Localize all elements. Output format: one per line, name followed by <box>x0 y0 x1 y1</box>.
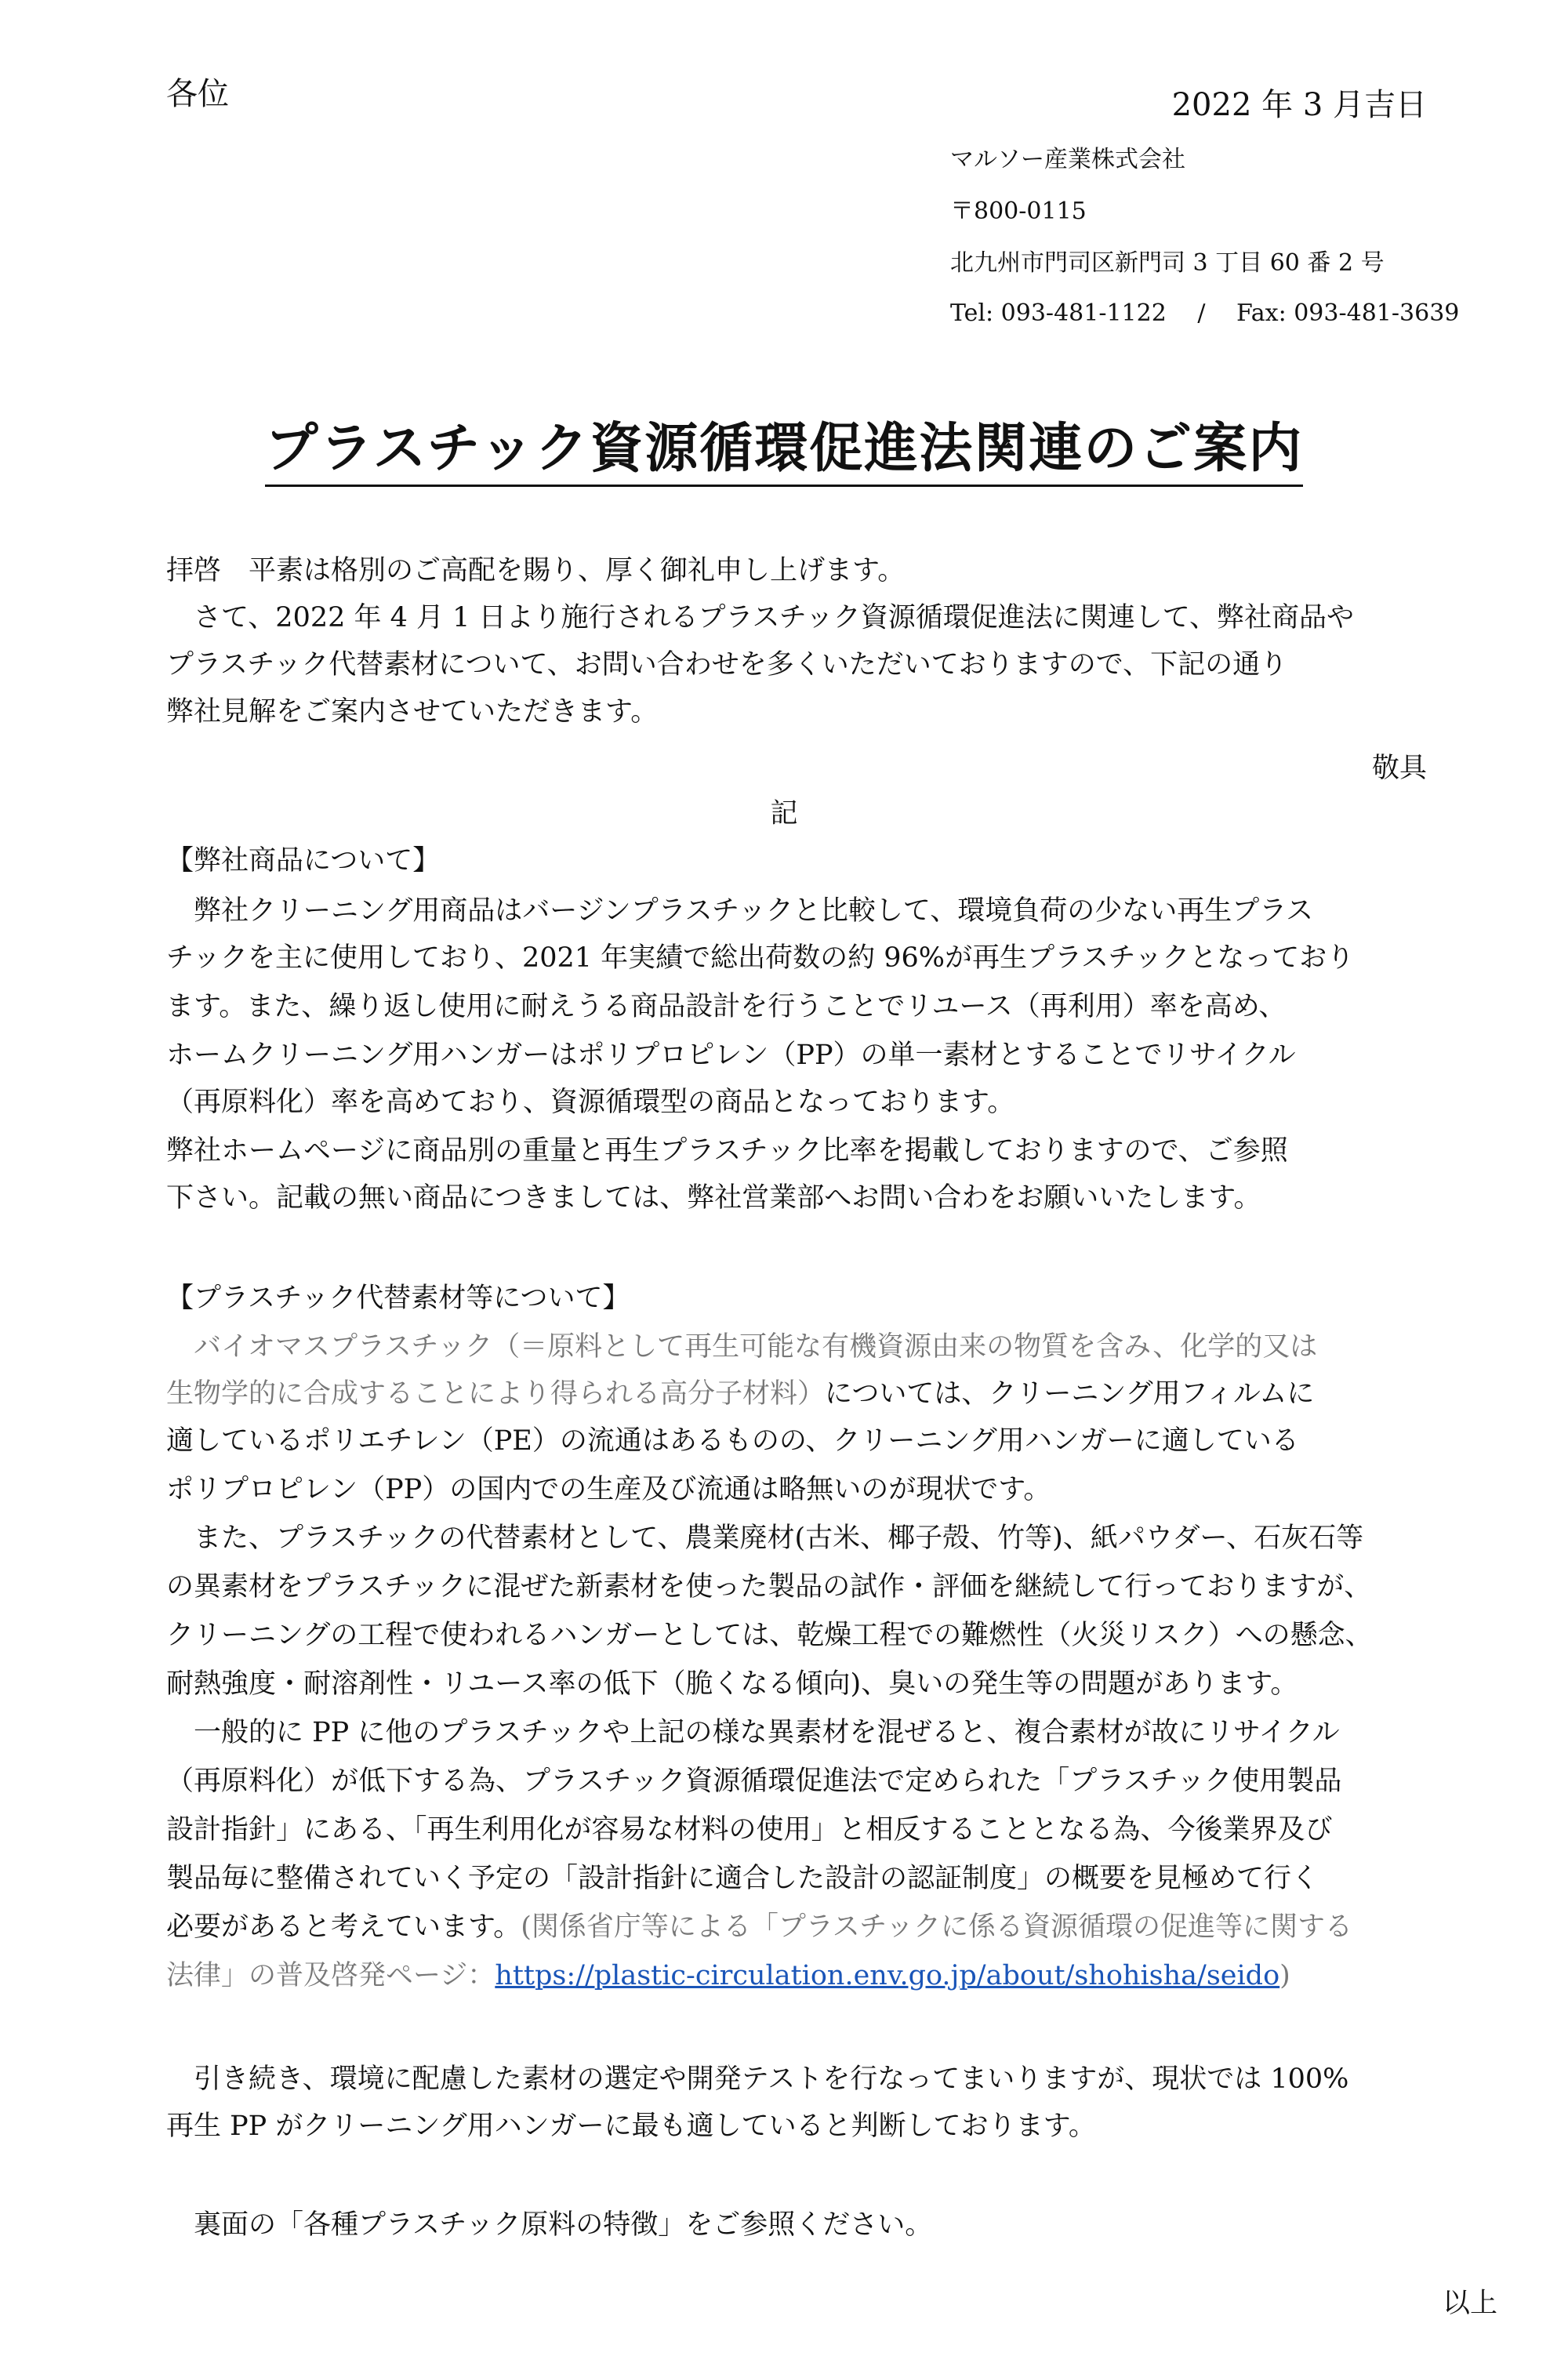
greeting-line: 拝啓 平素は格別のご高配を賜り、厚く御礼申し上げます。 <box>166 555 906 586</box>
body-text: については、クリーニング用フィルムに <box>825 1378 1315 1410</box>
close-paren: ) <box>1279 1960 1290 1991</box>
body-line: クリーニングの工程で使われるハンガーとしては、乾燥工程での難燃性（火災リスク）への懸念、 <box>166 1620 1373 1651</box>
body-line: 適しているポリエチレン（PE）の流通はあるものの、クリーニング用ハンガーに適している <box>166 1425 1299 1457</box>
company-name: マルソー産業株式会社 <box>950 146 1185 173</box>
closing-ijo: 以上 <box>1442 2288 1497 2319</box>
body-line: 設計指針」にある、「再生利用化が容易な材料の使用」と相反することとなる為、今後業界及び <box>166 1814 1333 1846</box>
intro-line: 弊社見解をご案内させていただきます。 <box>166 696 659 728</box>
body-line: ホームクリーニング用ハンガーはポリプロピレン（PP）の単一素材とすることでリサイクル <box>166 1040 1296 1071</box>
company-address: 北九州市門司区新門司 3 丁目 60 番 2 号 <box>950 249 1385 277</box>
body-line: 製品毎に整備されていく予定の「設計指針に適合した設計の認証制度」の概要を見極めて行く <box>166 1863 1319 1894</box>
section-heading: 【弊社商品について】 <box>166 845 441 877</box>
body-line: の異素材をプラスチックに混ぜた新素材を使った製品の試作・評価を継続して行っておりますが、 <box>166 1571 1372 1603</box>
body-line: （再原料化）が低下する為、プラスチック資源循環促進法で定められた「プラスチック使用製品 <box>166 1766 1342 1797</box>
body-line: また、プラスチックの代替素材として、農業廃材(古米、椰子殻、竹等)、紙パウダー、石灰石等 <box>166 1523 1364 1554</box>
body-line: 弊社ホームページに商品別の重量と再生プラスチック比率を掲載しておりますので、ご参照 <box>166 1135 1288 1167</box>
company-contact: Tel: 093-481-1122 / Fax: 093-481-3639 <box>950 299 1460 327</box>
ki-marker: 記 <box>770 798 798 829</box>
body-line: ます。また、繰り返し使用に耐えうる商品設計を行うことでリユース（再利用）率を高め、 <box>166 991 1287 1022</box>
reference-url-link[interactable]: https://plastic-circulation.env.go.jp/about/shohisha/seido <box>495 1960 1280 1991</box>
body-line: 耐熱強度・耐溶剤性・リユース率の低下（脆くなる傾向)、臭いの発生等の問題があります。 <box>166 1668 1298 1700</box>
body-line: 弊社クリーニング用商品はバージンプラスチックと比較して、環境負荷の少ない再生プラス <box>166 895 1314 927</box>
intro-line: さて、2022 年 4 月 1 日より施行されるプラスチック資源循環促進法に関連して、弊社商品や <box>166 602 1355 633</box>
body-line: ポリプロピレン（PP）の国内での生産及び流通は略無いのが現状です。 <box>166 1474 1051 1505</box>
body-line: （再原料化）率を高めており、資源循環型の商品となっております。 <box>166 1087 1015 1118</box>
body-line: 引き続き、環境に配慮した素材の選定や開発テストを行なってまいりますが、現状では 100% <box>166 2064 1349 2095</box>
page-title-text: プラスチック資源循環促進法関連のご案内 <box>265 418 1304 487</box>
body-line: 裏面の「各種プラスチック原料の特徴」をご参照ください。 <box>166 2209 933 2241</box>
body-text: 必要があると考えています。 <box>166 1911 521 1943</box>
body-line <box>166 1905 1352 1944</box>
intro-line: プラスチック代替素材について、お問い合わせを多くいただいておりますので、下記の通り <box>166 649 1288 681</box>
document-date: 2022 年 3 月吉日 <box>1171 87 1427 123</box>
body-line <box>166 1372 1314 1411</box>
closing-keigu: 敬具 <box>1371 753 1427 784</box>
body-line: チックを主に使用しており、2021 年実績で総出荷数の約 96%が再生プラスチックとなっており <box>166 942 1355 974</box>
reference-line <box>166 1954 1290 1993</box>
body-line: 下さい。記載の無い商品につきましては、弊社営業部へお問い合わをお願いいたします。 <box>166 1182 1261 1214</box>
reference-text: 法律」の普及啓発ページ： <box>166 1960 495 1991</box>
reference-text: (関係省庁等による「プラスチックに係る資源循環の促進等に関する <box>521 1911 1353 1943</box>
postal-code: 〒800-0115 <box>950 198 1087 225</box>
page-title <box>0 406 1568 482</box>
salutation: 各位 <box>166 76 229 112</box>
body-line: 一般的に PP に他のプラスチックや上記の様な異素材を混ぜると、複合素材が故にリサイクル <box>166 1717 1340 1748</box>
section-heading: 【プラスチック代替素材等について】 <box>166 1283 630 1314</box>
body-line: 再生 PP がクリーニング用ハンガーに最も適していると判断しております。 <box>166 2111 1096 2142</box>
biomass-definition-line: バイオマスプラスチック（＝原料として再生可能な有機資源由来の物質を含み、化学的又は <box>166 1331 1318 1363</box>
biomass-definition-text: 生物学的に合成することにより得られる高分子材料） <box>166 1378 826 1410</box>
